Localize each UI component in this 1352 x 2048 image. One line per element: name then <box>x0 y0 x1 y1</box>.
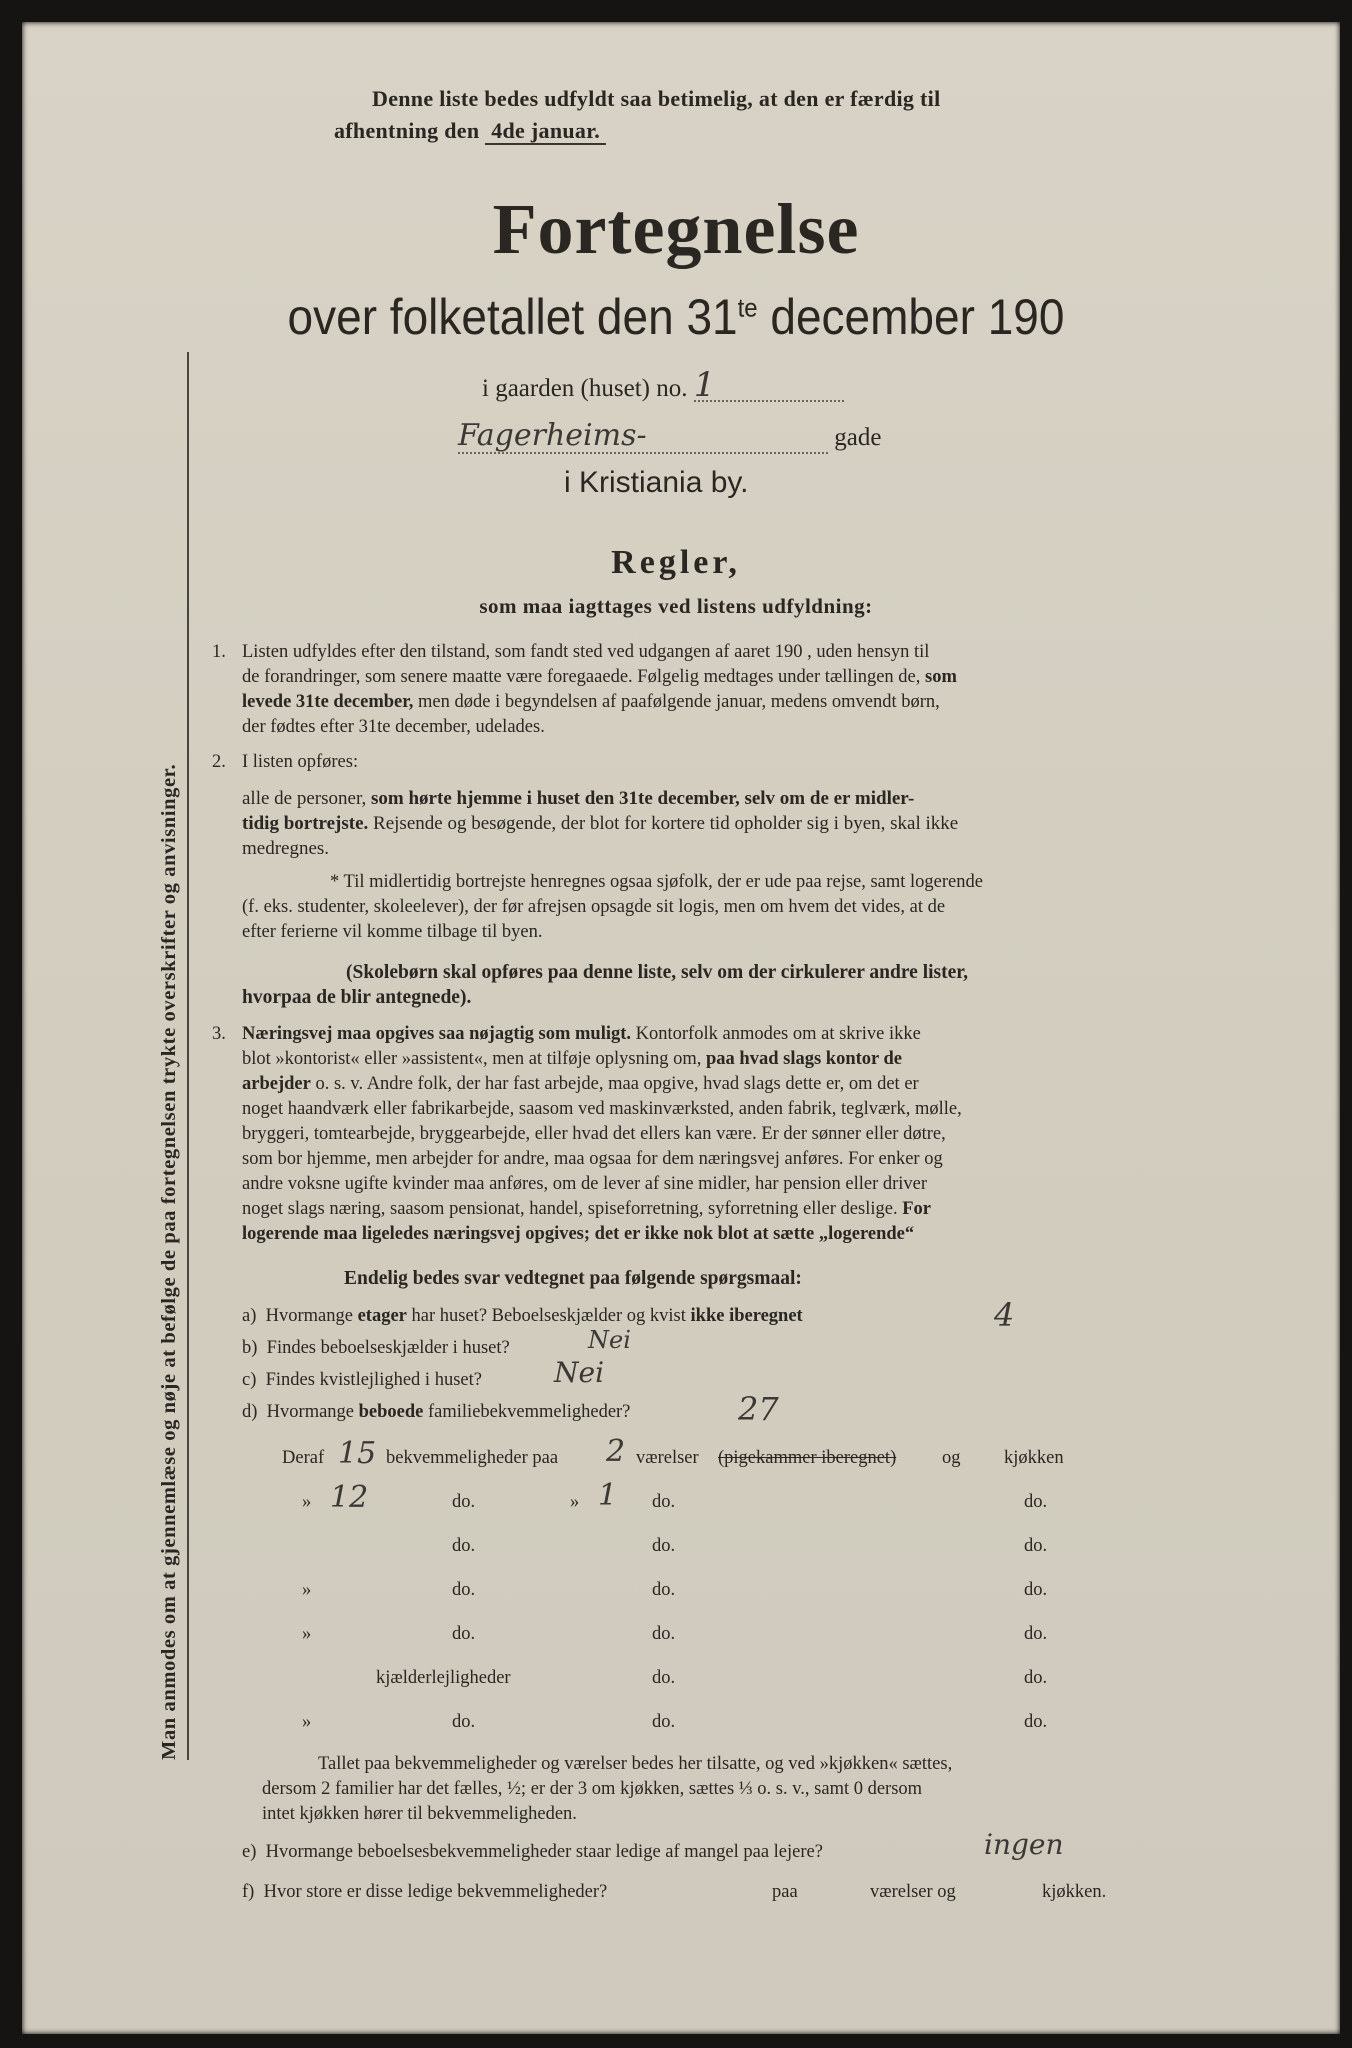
row-do: do. <box>652 1668 676 1688</box>
rule-1-line: levede 31te december, men døde i begyndelsen af paafølgende januar, medens omvendt børn, <box>242 692 940 712</box>
answer-b[interactable]: Nei <box>588 1326 631 1354</box>
instruction-line-1: Denne liste bedes udfyldt saa betimelig, at den er færdig til <box>372 86 941 111</box>
rule-1 <box>242 640 1162 740</box>
rule-3-line: blot »kontorist« eller »assistent«, men at tilføje oplysning om, paa hvad slags kontor de <box>242 1049 903 1069</box>
questions-heading: Endelig bedes svar vedtegnet paa følgende spørgsmaal: <box>344 1268 802 1289</box>
rule-3-line: arbejder o. s. v. Andre folk, der har fast arbejde, maa opgive, hvad slags dette er, om det er <box>242 1074 919 1094</box>
row-do: do. <box>1024 1668 1048 1688</box>
row-do: do. <box>652 1492 676 1512</box>
rule-1-line: de forandringer, som senere maatte være foregaaede. Følgelig medtages under tællingen de, som <box>242 667 957 687</box>
rule-2-school-line: hvorpaa de blir antegnede). <box>242 987 472 1008</box>
row-1-count[interactable]: 15 <box>338 1436 377 1471</box>
row-mark: » <box>302 1624 312 1644</box>
deraf-label: Deraf <box>282 1448 325 1468</box>
rule-2-note-line: (f. eks. studenter, skoleelever), der før afrejsen opsagde sit logis, men om hvem det vides, at de <box>242 897 946 917</box>
row-do: do. <box>652 1624 676 1644</box>
rule-2-line: alle de personer, som hørte hjemme i huset den 31te december, selv om de er midler- <box>242 788 915 809</box>
struck-text: (pigekammer iberegnet) <box>718 1448 897 1468</box>
rule-1-line: Listen udfyldes efter den tilstand, som fandt sted ved udgangen af aaret 190 , uden hensyn til <box>242 642 930 662</box>
rules-heading: Regler, <box>611 544 741 581</box>
footnote-line: intet kjøkken hører til bekvemmeligheden. <box>262 1804 577 1824</box>
row-mark: » <box>302 1580 312 1600</box>
street-field[interactable] <box>458 420 828 454</box>
row-do: do. <box>452 1712 476 1732</box>
street-line <box>458 420 881 454</box>
rule-2-number: 2. <box>212 752 226 772</box>
street-suffix: gade <box>834 424 882 451</box>
question-b: b) Findes beboelseskjælder i huset? <box>242 1338 510 1358</box>
kjaelder-label: kjælderlejligheder <box>376 1668 511 1688</box>
row-do: do. <box>1024 1712 1048 1732</box>
row-do: do. <box>452 1492 476 1512</box>
row-2-count[interactable]: 12 <box>330 1480 369 1515</box>
row-do: do. <box>1024 1536 1048 1556</box>
rule-3 <box>242 1022 1162 1247</box>
row-do: do. <box>652 1536 676 1556</box>
rule-1-number: 1. <box>212 642 226 662</box>
rule-2-line: medregnes. <box>242 838 330 859</box>
house-line <box>482 365 844 405</box>
row-1-rooms[interactable]: 2 <box>606 1434 626 1469</box>
rule-3-number: 3. <box>212 1024 226 1044</box>
row-do: do. <box>1024 1624 1048 1644</box>
row-mark: » <box>570 1492 580 1512</box>
rule-1-line: der fødtes efter 31te december, udelades. <box>242 717 545 737</box>
row-2-rooms[interactable]: 1 <box>598 1478 618 1513</box>
page-title: Fortegnelse <box>492 189 860 269</box>
kjokken-header: kjøkken <box>1004 1448 1064 1468</box>
row-mark: » <box>302 1712 312 1732</box>
f-kjokken: kjøkken. <box>1042 1882 1107 1902</box>
question-e: e) Hvormange beboelsesbekvemmeligheder staar ledige af mangel paa lejere? <box>242 1842 823 1862</box>
side-instruction: Man anmodes om at gjennemlæse og nøje at befølge de paa fortegnelsen trykte overskrifter og anvisninger. <box>158 763 180 1760</box>
f-vaerelser: værelser og <box>870 1882 956 1902</box>
footnote <box>262 1752 1152 1827</box>
answer-d[interactable]: 27 <box>738 1390 779 1428</box>
rule-2-note-line: efter ferierne vil komme tilbage til byen. <box>242 922 543 942</box>
rule-3-line: noget haandværk eller fabrikarbejde, saasom ved maskinværksted, anden fabrik, teglværk, mølle, <box>242 1099 962 1119</box>
rule-3-line: logerende maa ligeledes næringsvej opgives; det er ikke nok blot at sætte „logerende“ <box>242 1224 915 1244</box>
answer-a[interactable]: 4 <box>994 1296 1015 1334</box>
page-subtitle <box>54 288 1298 346</box>
row-do: do. <box>652 1580 676 1600</box>
row-do: do. <box>652 1712 676 1732</box>
house-label: i gaarden (huset) no. <box>482 375 688 402</box>
street-name: Fagerheims- <box>458 418 647 453</box>
question-a: a) Hvormange etager har huset? Beboelseskjælder og kvist ikke iberegnet <box>242 1306 803 1326</box>
rule-2-school <box>242 960 1162 1010</box>
pickup-date: 4de januar. <box>485 118 606 145</box>
row-do: do. <box>452 1536 476 1556</box>
question-f: f) Hvor store er disse ledige bekvemmeligheder? <box>242 1882 608 1902</box>
row-do: do. <box>452 1624 476 1644</box>
question-c: c) Findes kvistlejlighed i huset? <box>242 1370 482 1390</box>
rules-subheading: som maa iagttages ved listens udfyldning: <box>479 594 873 618</box>
rule-3-line: noget slags næring, saasom pensionat, handel, spiseforretning, syforretning eller deslige. For <box>242 1199 931 1219</box>
row-do: do. <box>1024 1492 1048 1512</box>
footnote-line: Tallet paa bekvemmeligheder og værelser bedes her tilsatte, og ved »kjøkken« sættes, <box>318 1754 953 1774</box>
subtitle-text: over folketallet den 31 <box>287 289 738 345</box>
row-mark: » <box>302 1492 312 1512</box>
row-do: do. <box>1024 1580 1048 1600</box>
answer-e[interactable]: ingen <box>984 1828 1064 1861</box>
instruction-line-2 <box>334 118 606 144</box>
og-label: og <box>942 1448 961 1468</box>
rule-2-note <box>242 870 1162 945</box>
rule-3-line: Næringsvej maa opgives saa nøjagtig som muligt. Kontorfolk anmodes om at skrive ikke <box>242 1024 921 1044</box>
rule-3-line: som bor hjemme, men arbejder for andre, maa ogsaa for dem næringsvej anføres. For enker og <box>242 1149 943 1169</box>
rule-2-school-line: (Skolebørn skal opføres paa denne liste, selv om der cirkulerer andre lister, <box>346 962 969 983</box>
house-number: 1 <box>693 365 716 405</box>
bekv-label: bekvemmeligheder paa <box>386 1448 559 1468</box>
rule-2-body <box>242 786 1162 861</box>
subtitle-sup: te <box>737 292 758 323</box>
vaerelser-label: værelser <box>636 1448 699 1468</box>
row-do: do. <box>452 1580 476 1600</box>
instruction-prefix: afhentning den <box>334 118 480 143</box>
house-number-field[interactable] <box>693 365 844 405</box>
question-d: d) Hvormange beboede familiebekvemmeligheder? <box>242 1402 631 1422</box>
rule-2-heading: I listen opføres: <box>242 752 359 772</box>
rule-2-line: tidig bortrejste. Rejsende og besøgende, der blot for kortere tid opholder sig i byen, skal ikke <box>242 813 959 834</box>
rule-3-line: bryggeri, tomtearbejde, bryggearbejde, eller hvad det ellers kan være. Er der sønner eller døtre, <box>242 1124 946 1144</box>
city-line: i Kristiania by. <box>564 466 749 499</box>
f-paa: paa <box>772 1882 798 1902</box>
rule-2-note-line: * Til midlertidig bortrejste henregnes ogsaa sjøfolk, der er ude paa rejse, samt logerende <box>330 872 983 892</box>
footnote-line: dersom 2 familier har det fælles, ½; er der 3 om kjøkken, sættes ⅓ o. s. v., samt 0 dersom <box>262 1779 923 1799</box>
subtitle-suffix: december 190 <box>757 289 1065 345</box>
rule-3-line: andre voksne ugifte kvinder maa anføres, om de lever af sine midler, har pension eller driver <box>242 1174 928 1194</box>
answer-c[interactable]: Nei <box>554 1356 605 1389</box>
